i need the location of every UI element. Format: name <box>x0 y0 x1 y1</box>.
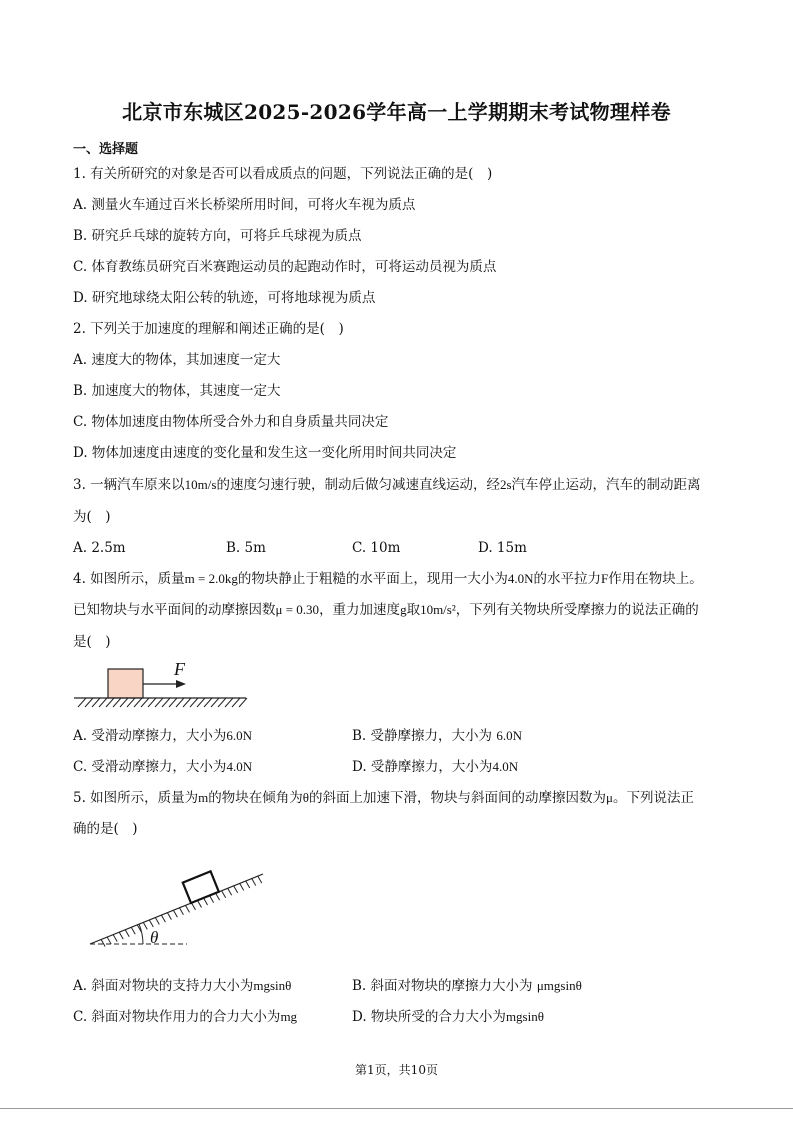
q4-stem-part4: 作用在物块上。 <box>608 571 703 587</box>
q3-stem-part1: 3. 一辆汽车原来以 <box>73 477 185 493</box>
document-title: 北京市东城区2025-2026学年高一上学期期末考试物理样卷 <box>122 100 671 124</box>
q4-mu-value: μ = 0.30 <box>275 602 320 617</box>
q4-block-figure <box>70 655 250 711</box>
q5-mass-symbol: m <box>198 790 209 805</box>
q4-force-value: 4.0N <box>507 571 534 586</box>
q4-option-c-value: 4.0N <box>226 759 253 774</box>
q5-stem-part3: 的斜面上加速下滑，物块与斜面间的动摩擦因数为 <box>309 790 607 806</box>
q4-stem-part5: 已知物块与水平面间的动摩擦因数 <box>73 602 276 618</box>
page-bottom-rule <box>0 1108 793 1109</box>
q1-option-c: C. 体育教练员研究百米赛跑运动员的起跑动作时，可将运动员视为质点 <box>73 259 497 275</box>
q2-option-d: D. 物体加速度由速度的变化量和发生这一变化所用时间共同决定 <box>73 445 457 461</box>
q5-mu-symbol: μ <box>606 790 614 805</box>
q4-option-c-text: C. 受滑动摩擦力，大小为 <box>73 759 227 775</box>
q5-stem-line2: 确的是( ) <box>73 821 138 837</box>
q5-stem-line1 <box>73 789 694 807</box>
q1-stem: 1. 有关所研究的对象是否可以看成质点的问题，下列说法正确的是( ) <box>73 166 493 182</box>
q3-time-value: 2s <box>499 477 512 492</box>
q4-option-d-value: 4.0N <box>492 759 519 774</box>
q4-stem-line2 <box>73 601 699 619</box>
q3-speed-value: 10m/s <box>184 477 217 492</box>
q4-stem-part2: 的物块静止于粗糙的水平面上，现用一大小为 <box>237 571 508 587</box>
q5-option-a <box>73 977 291 995</box>
q4-option-c <box>73 758 252 776</box>
q5-stem-part1: 5. 如图所示，质量为 <box>73 790 199 806</box>
q1-option-d: D. 研究地球绕太阳公转的轨迹，可将地球视为质点 <box>73 290 376 306</box>
q4-force-arrowhead <box>176 680 186 688</box>
q5-option-c-value: mg <box>280 1009 298 1024</box>
page-footer: 第1页，共10页 <box>355 1063 438 1077</box>
q5-incline-surface <box>90 874 263 944</box>
q3-stem-part3: 汽车停止运动，汽车的制动距离 <box>511 477 701 493</box>
q4-block <box>108 669 143 698</box>
q5-option-b-text: B. 斜面对物块的摩擦力大小为 <box>352 978 533 994</box>
q4-option-b <box>352 727 522 745</box>
q5-incline-figure <box>85 860 270 952</box>
q4-stem-part1: 4. 如图所示，质量 <box>73 571 185 587</box>
q4-option-d-text: D. 受静摩擦力，大小为 <box>352 759 493 775</box>
q3-option-c: C. 10m <box>352 540 401 556</box>
q5-option-c-text: C. 斜面对物块作用力的合力大小为 <box>73 1009 281 1025</box>
q5-angle-arc <box>139 924 143 944</box>
q4-figure-force-label: F <box>174 659 185 679</box>
q2-option-a: A. 速度大的物体，其加速度一定大 <box>73 352 281 368</box>
q5-option-d <box>352 1008 544 1026</box>
q5-option-c <box>73 1008 297 1026</box>
section-heading: 一、选择题 <box>73 142 139 157</box>
q2-option-c: C. 物体加速度由物体所受合外力和自身质量共同决定 <box>73 414 389 430</box>
q4-option-a-value: 6.0N <box>226 728 252 743</box>
q5-block <box>183 871 219 903</box>
q4-stem-part7: 取 <box>406 602 421 618</box>
q4-g-value: 10m/s² <box>420 602 456 617</box>
q4-stem-line3: 是( ) <box>73 634 111 650</box>
q4-force-symbol: F <box>601 571 609 586</box>
q4-stem-part3: 的水平拉力 <box>533 571 602 587</box>
q5-option-a-value: mgsinθ <box>253 978 292 993</box>
q5-option-b <box>352 977 582 995</box>
q1-option-b: B. 研究乒乓球的旋转方向，可将乒乓球视为质点 <box>73 228 362 244</box>
q3-stem-line1 <box>73 476 701 494</box>
q5-stem-part4: 。下列说法正 <box>613 790 695 806</box>
q4-option-b-text: B. 受静摩擦力，大小为 <box>352 728 493 744</box>
q4-stem-part6: ，重力加速度 <box>319 602 401 618</box>
q5-option-d-value: mgsinθ <box>505 1009 544 1024</box>
q4-ground-hatch <box>78 698 247 707</box>
q4-option-a-text: A. 受滑动摩擦力，大小为 <box>73 728 227 744</box>
q4-stem-part8: ，下列有关物块所受摩擦力的说法正确的 <box>455 602 699 618</box>
q4-option-d <box>352 758 518 776</box>
q1-option-a: A. 测量火车通过百米长桥梁所用时间，可将火车视为质点 <box>73 197 416 213</box>
q5-option-a-text: A. 斜面对物块的支持力大小为 <box>73 978 254 994</box>
q5-figure-angle-label: θ <box>150 928 159 947</box>
q2-option-b: B. 加速度大的物体，其速度一定大 <box>73 383 281 399</box>
q3-stem-part2: 的速度匀速行驶，制动后做匀减速直线运动，经 <box>216 477 500 493</box>
q5-option-b-value: μmgsinθ <box>536 978 582 993</box>
q5-incline-hatch <box>101 876 262 946</box>
q5-stem-part2: 的物块在倾角为 <box>208 790 303 806</box>
q4-g-symbol: g <box>400 602 407 617</box>
q4-option-a <box>73 727 252 745</box>
q3-stem-line2: 为( ) <box>73 509 111 525</box>
q4-mass-value: m = 2.0kg <box>184 571 238 586</box>
q3-option-a: A. 2.5m <box>73 540 126 556</box>
q2-stem: 2. 下列关于加速度的理解和阐述正确的是( ) <box>73 321 344 337</box>
q3-option-b: B. 5m <box>226 540 266 556</box>
q5-theta-symbol: θ <box>302 790 310 805</box>
q4-stem-line1 <box>73 570 703 588</box>
q4-option-b-value: 6.0N <box>496 728 522 743</box>
q5-option-d-text: D. 物块所受的合力大小为 <box>352 1009 506 1025</box>
q3-option-d: D. 15m <box>478 540 527 556</box>
